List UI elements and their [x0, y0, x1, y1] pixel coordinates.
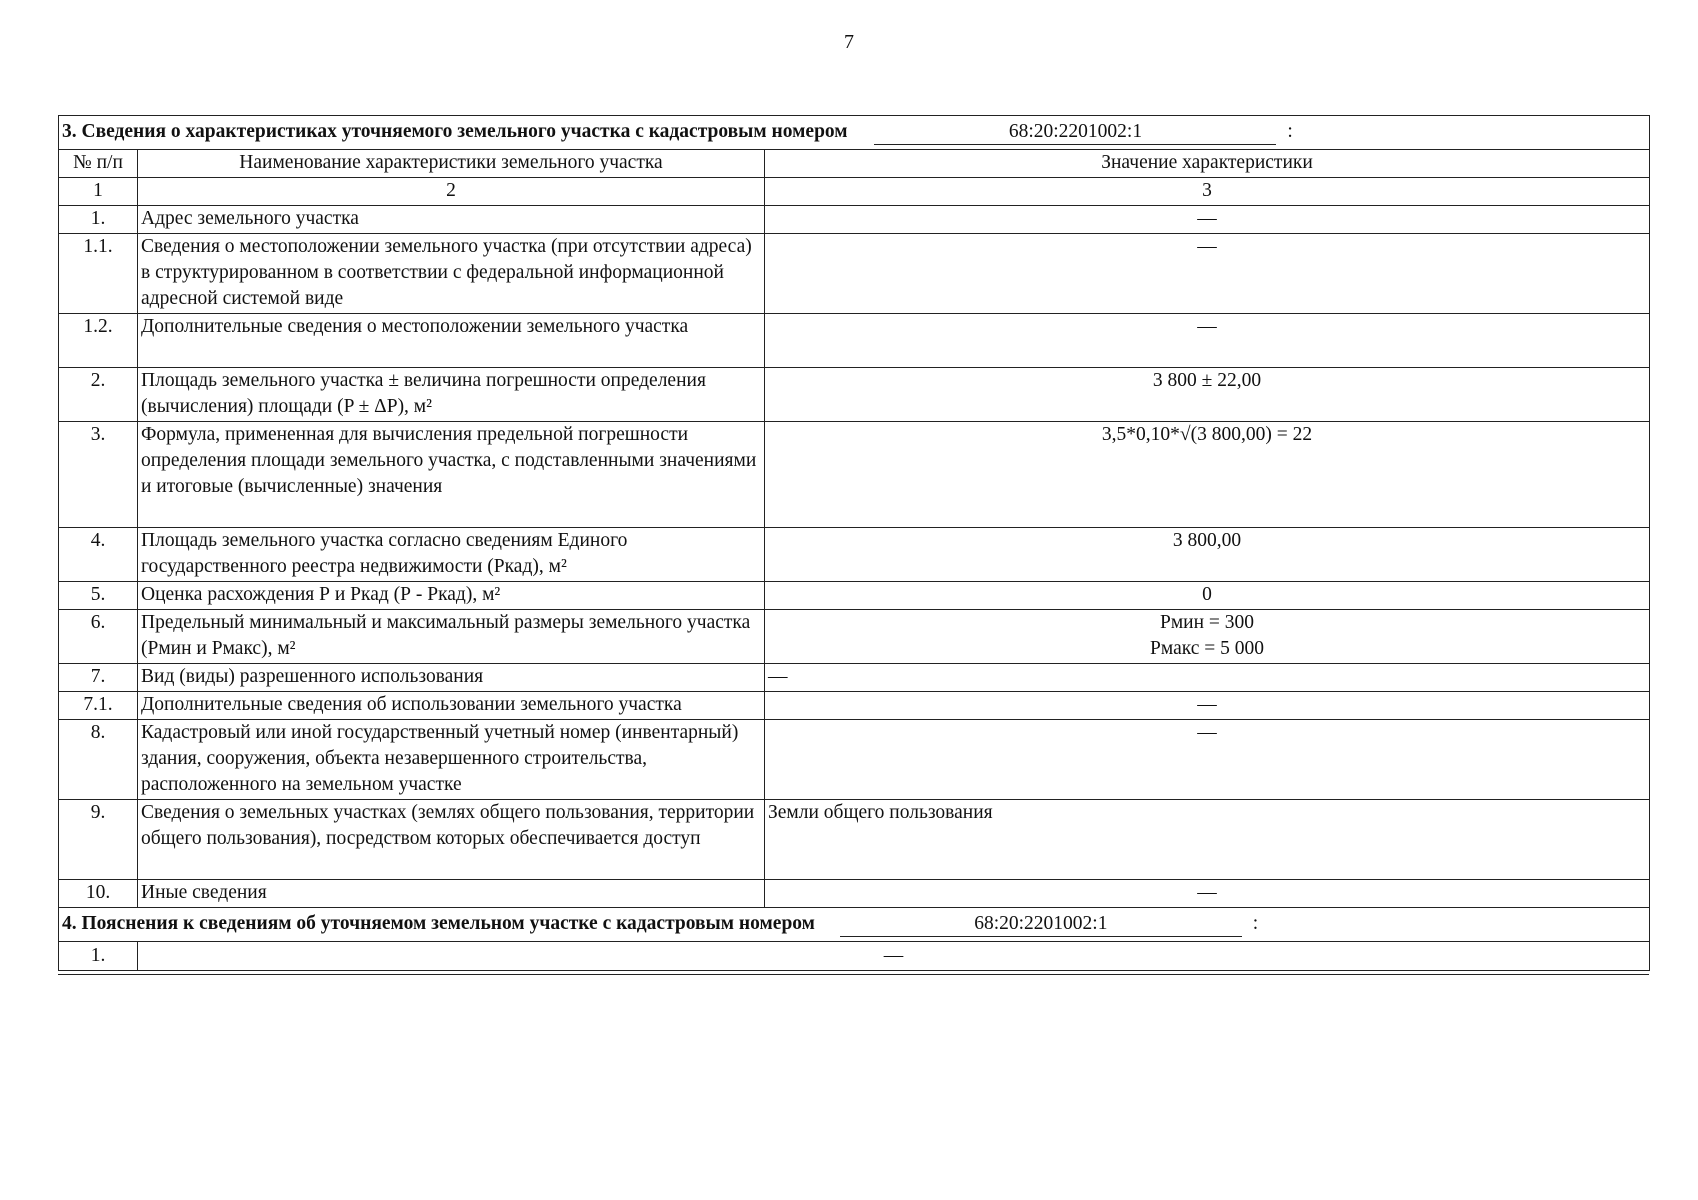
column-header-row [59, 150, 1650, 178]
table-row [59, 422, 1650, 528]
table-row [59, 528, 1650, 582]
section3-header [59, 116, 1650, 150]
row-number: 1. [59, 206, 138, 234]
row-characteristic-name: Вид (виды) разрешенного использования [138, 664, 765, 692]
row-characteristic-name: Предельный минимальный и максимальный размеры земельного участка (Рмин и Рмакс), м² [138, 610, 765, 664]
row-number: 5. [59, 582, 138, 610]
row-characteristic-value: — [765, 664, 1650, 692]
row-number: 1. [59, 942, 138, 971]
row-number: 8. [59, 720, 138, 800]
table-row [59, 880, 1650, 908]
table-row [59, 206, 1650, 234]
section4-colon: : [1252, 913, 1259, 934]
row-characteristic-value [765, 610, 1650, 664]
row-characteristic-name: Дополнительные сведения о местоположении земельного участка [138, 314, 765, 368]
row-number: 1.1. [59, 234, 138, 314]
row-characteristic-name: Оценка расхождения Р и Ркад (Р - Ркад), м² [138, 582, 765, 610]
row-characteristic-name: Кадастровый или иной государственный учетный номер (инвентарный) здания, сооружения, объекта незавершенного строительства, расположенного на земельном участке [138, 720, 765, 800]
row-characteristic-name: Площадь земельного участка согласно сведениям Единого государственного реестра недвижимости (Ркад), м² [138, 528, 765, 582]
row-characteristic-value: — [765, 234, 1650, 314]
row-number: 4. [59, 528, 138, 582]
row-characteristic-value: — [765, 720, 1650, 800]
row-characteristic-name: Адрес земельного участка [138, 206, 765, 234]
section3-title: 3. Сведения о характеристиках уточняемого земельного участка с кадастровым номером [62, 121, 848, 142]
section3-cadastral-number: 68:20:2201002:1 [874, 120, 1276, 145]
row-characteristic-name: Сведения о земельных участках (землях общего пользования, территории общего пользования), посредством которых обеспечивается доступ [138, 800, 765, 880]
column-number-1: 1 [59, 178, 138, 206]
column-header-num: № п/п [59, 150, 138, 178]
column-number-2: 2 [138, 178, 765, 206]
row-characteristic-value: — [765, 314, 1650, 368]
max-size-value: Рмакс = 5 000 [1150, 638, 1264, 659]
row-number: 10. [59, 880, 138, 908]
row-characteristic-value: Земли общего пользования [765, 800, 1650, 880]
row-number: 7.1. [59, 692, 138, 720]
section4-header-row [59, 908, 1650, 942]
min-size-value: Рмин = 300 [1159, 612, 1255, 633]
table-row [59, 664, 1650, 692]
row-characteristic-name: Дополнительные сведения об использовании земельного участка [138, 692, 765, 720]
row-characteristic-value: — [765, 880, 1650, 908]
section4-title: 4. Пояснения к сведениям об уточняемом земельном участке с кадастровым номером [62, 913, 815, 934]
row-number: 2. [59, 368, 138, 422]
row-characteristic-value: 3,5*0,10*√(3 800,00) = 22 [765, 422, 1650, 528]
table-row [59, 610, 1650, 664]
row-number: 6. [59, 610, 138, 664]
table-row [59, 942, 1650, 971]
table-row [59, 800, 1650, 880]
table-row [59, 692, 1650, 720]
row-number: 1.2. [59, 314, 138, 368]
cadastral-characteristics-table [58, 115, 1650, 971]
row-characteristic-value: — [765, 692, 1650, 720]
row-characteristic-value: 3 800 ± 22,00 [765, 368, 1650, 422]
table-row [59, 234, 1650, 314]
row-number: 9. [59, 800, 138, 880]
row-characteristic-name: Формула, примененная для вычисления предельной погрешности определения площади земельного участка, с подставленными значениями и итоговые (вычисленные) значения [138, 422, 765, 528]
row-characteristic-name: Иные сведения [138, 880, 765, 908]
table-row [59, 314, 1650, 368]
table-double-bottom-line [58, 974, 1649, 975]
explanation-value: — [138, 942, 1650, 971]
row-characteristic-name: Площадь земельного участка ± величина погрешности определения (вычисления) площади (P ± ΔP), м² [138, 368, 765, 422]
row-characteristic-name: Сведения о местоположении земельного участка (при отсутствии адреса) в структурированном в соответствии с федеральной информационной адресной системой виде [138, 234, 765, 314]
page-number: 7 [844, 31, 854, 53]
row-characteristic-value: — [765, 206, 1650, 234]
column-number-row [59, 178, 1650, 206]
row-number: 3. [59, 422, 138, 528]
row-characteristic-value: 0 [765, 582, 1650, 610]
table-row [59, 582, 1650, 610]
table-row [59, 720, 1650, 800]
section4-header [59, 908, 1650, 942]
section3-header-row [59, 116, 1650, 150]
section3-colon: : [1287, 121, 1293, 142]
table-row [59, 368, 1650, 422]
column-header-value: Значение характеристики [765, 150, 1650, 178]
column-header-name: Наименование характеристики земельного участка [138, 150, 765, 178]
column-number-3: 3 [765, 178, 1650, 206]
row-number: 7. [59, 664, 138, 692]
row-characteristic-value: 3 800,00 [765, 528, 1650, 582]
section4-cadastral-number: 68:20:2201002:1 [840, 912, 1242, 937]
